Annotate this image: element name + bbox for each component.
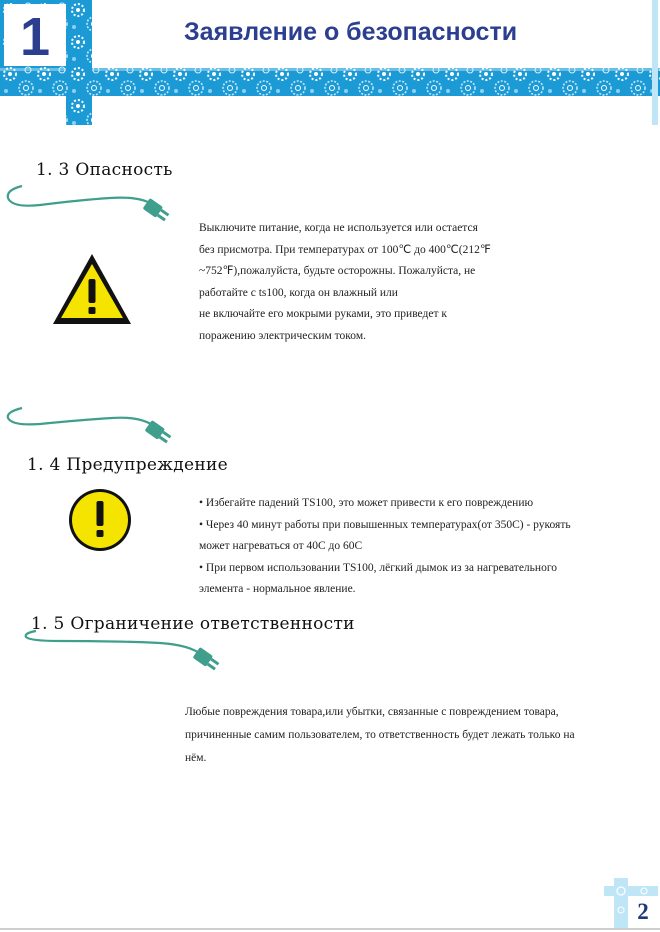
section-title: Ограничение ответственности [70, 614, 355, 634]
text-line: работайте с ts100, когда он влажный или [199, 286, 398, 299]
text-line: без присмотра. При температурах от 100℃ до 400℃(212℉ [199, 243, 491, 256]
power-cord-decoration [0, 178, 190, 230]
section-number: 1. 5 [31, 614, 65, 634]
text-line: не включайте его мокрыми руками, это приведет к [199, 308, 447, 320]
section-title: Опасность [75, 160, 173, 180]
bullet-line: • При первом использовании TS100, лёгкий дымок из за нагревательного [199, 561, 557, 574]
paragraph-danger [199, 218, 491, 347]
text-line: ~752℉),пожалуйста, будьте осторожны. Пожалуйста, не [199, 265, 476, 277]
paragraph-warning [199, 493, 571, 601]
section-title: Предупреждение [66, 455, 228, 475]
exclamation-circle-icon [67, 487, 133, 553]
section-number: 1. 3 [36, 160, 70, 180]
power-cord-decoration [0, 404, 190, 450]
text-line: Выключите питание, когда не используется или остается [199, 222, 478, 234]
text-line: может нагреваться от 40С до 60С [199, 540, 363, 552]
text-line: нём. [185, 752, 207, 764]
power-cord-decoration [0, 627, 240, 671]
page-bottom-border [0, 928, 660, 930]
text-line: элемента - нормальное явление. [199, 583, 356, 595]
section-heading-1-3 [36, 160, 173, 180]
bullet-line: • Через 40 минут работы при повышенных температурах(от 350С) - рукоять [199, 518, 571, 531]
paragraph-liability [185, 701, 575, 770]
page-number: 2 [637, 899, 649, 924]
warning-triangle-icon [50, 251, 134, 327]
text-line: причиненные самим пользователем, то ответственность будет лежать только на [185, 729, 575, 741]
section-number: 1. 4 [27, 455, 61, 475]
text-line: Любые повреждения товара,или убытки, связанные с повреждением товара, [185, 706, 559, 718]
section-heading-1-4 [27, 455, 228, 475]
page-title: Заявление о безопасности [184, 18, 518, 46]
bullet-line: • Избегайте падений TS100, это может привести к его повреждению [199, 497, 534, 509]
text-line: поражению электрическим током. [199, 329, 366, 342]
chapter-number: 1 [19, 7, 51, 67]
